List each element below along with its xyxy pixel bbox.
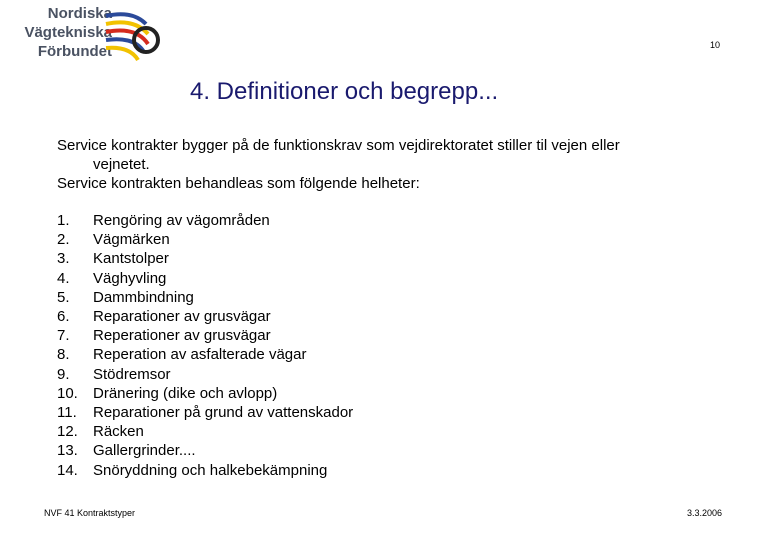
intro-text — [57, 136, 747, 193]
list-item-text: Rengöring av vägområden — [93, 212, 270, 229]
list-item-text: Vägmärken — [93, 231, 170, 249]
list-item — [57, 269, 353, 288]
list-item — [57, 288, 353, 307]
slide-title: 4. Definitioner och begrepp... — [190, 78, 499, 105]
list-item-number: 2. — [57, 231, 70, 249]
list-item-text: Räcken — [93, 423, 144, 441]
list-item — [57, 422, 353, 441]
list-item-number: 10. — [57, 384, 78, 402]
list-item-text: Väghyvling — [93, 269, 167, 287]
footer-title: NVF 41 Kontraktstyper — [44, 508, 136, 518]
list-item-number: 9. — [57, 365, 70, 383]
list-item-number: 5. — [57, 288, 70, 306]
page-number: 10 — [709, 40, 720, 50]
logo-text — [20, 4, 112, 61]
list-item-text: Kantstolper — [93, 250, 169, 268]
list-item — [57, 326, 353, 345]
logo-line-2: Vägtekniska — [24, 24, 112, 41]
list-item-number: 8. — [57, 346, 70, 364]
nvf-logo — [16, 4, 166, 66]
intro-line-2: vejnetet. — [93, 156, 150, 173]
list-item — [57, 403, 353, 422]
footer-date: 3.3.2006 — [686, 508, 722, 518]
intro-line-1: Service kontrakter bygger på de funktionskrav som vejdirektoratet stiller til vejen eller — [57, 137, 620, 154]
logo-line-1: Nordiska — [47, 5, 112, 22]
list-item-text: Reperation av asfalterade vägar — [93, 346, 307, 364]
list-item — [57, 441, 353, 460]
list-item-text: Stödremsor — [93, 365, 171, 383]
intro-line-3: Service kontrakten behandleas som fölgende helheter: — [57, 175, 420, 192]
list-item — [57, 384, 353, 403]
list-item — [57, 230, 353, 249]
list-item-text: Reperationer av grusvägar — [93, 327, 271, 345]
list-item-text: Snöryddning och halkebekämpning — [93, 461, 328, 479]
list-item — [57, 307, 353, 326]
list-item-number: 4. — [57, 269, 70, 287]
list-item — [57, 345, 353, 364]
list-item-number: 13. — [57, 442, 78, 460]
list-item — [57, 365, 353, 384]
helheter-list — [57, 211, 353, 480]
list-item-number: 12. — [57, 423, 78, 441]
logo-swoosh-icon — [102, 6, 162, 66]
list-item — [57, 249, 353, 268]
list-item-number: 14. — [57, 461, 78, 479]
list-item-number: 6. — [57, 308, 70, 326]
list-item-text: Gallergrinder.... — [93, 442, 196, 460]
list-item — [57, 461, 353, 480]
list-item-number: 3. — [57, 250, 70, 268]
list-item-text: Reparationer av grusvägar — [93, 308, 271, 326]
logo-line-3: Förbundet — [37, 43, 112, 60]
list-item — [57, 211, 353, 230]
list-item-text: Dammbindning — [93, 288, 194, 306]
list-item-number: 11. — [57, 404, 77, 422]
list-item-number: 7. — [57, 327, 70, 345]
list-item-text: Dränering (dike och avlopp) — [93, 384, 278, 402]
list-item-text: Reparationer på grund av vattenskador — [93, 404, 354, 422]
list-item-number: 1. — [57, 212, 70, 229]
